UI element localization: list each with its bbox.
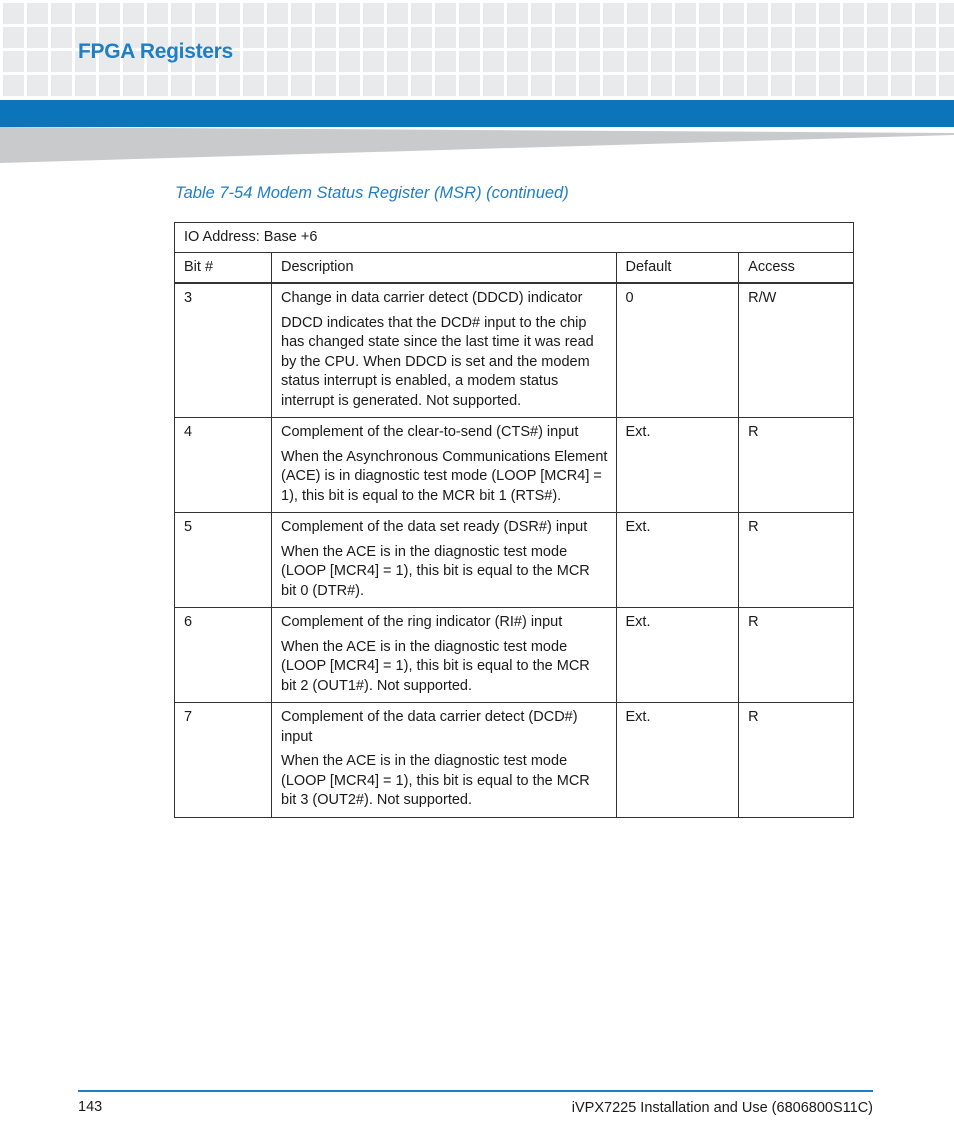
access-cell: R: [739, 513, 854, 608]
bit-cell: 5: [175, 513, 272, 608]
table-caption: Table 7-54 Modem Status Register (MSR) (continued): [175, 184, 569, 202]
description-cell: [272, 608, 617, 703]
document-reference: iVPX7225 Installation and Use (6806800S11C): [571, 1100, 873, 1116]
description-cell: [272, 283, 617, 418]
access-cell: R: [739, 703, 854, 818]
access-cell: R/W: [739, 283, 854, 418]
default-cell: Ext.: [616, 418, 739, 513]
access-cell: R: [739, 608, 854, 703]
table-row: [175, 418, 854, 513]
description-body: DDCD indicates that the DCD# input to the chip has changed state since the last time it was read by the CPU. When DDCD is set and the modem status interrupt is enabled, a modem status interrupt is generated. Not supported.: [281, 314, 594, 409]
description-cell: [272, 418, 617, 513]
access-cell: R: [739, 418, 854, 513]
table-row: [175, 283, 854, 418]
header-blue-band: [0, 100, 954, 127]
io-address-cell: IO Address: Base +6: [175, 223, 854, 253]
bit-cell: 6: [175, 608, 272, 703]
description-title: Complement of the clear-to-send (CTS#) input: [281, 424, 579, 440]
register-table: [174, 222, 854, 818]
table-row: [175, 703, 854, 818]
description-body: When the Asynchronous Communications Element (ACE) is in diagnostic test mode (LOOP [MCR4] = 1), this bit is equal to the MCR bit 1 (RTS#).: [281, 448, 608, 504]
table-row: [175, 513, 854, 608]
description-cell: [272, 513, 617, 608]
default-cell: Ext.: [616, 513, 739, 608]
description-cell: [272, 703, 617, 818]
description-title: Complement of the data carrier detect (DCD#) input: [281, 709, 578, 745]
description-title: Change in data carrier detect (DDCD) indicator: [281, 290, 583, 306]
column-header-default: Default: [616, 252, 739, 283]
description-body: When the ACE is in the diagnostic test mode (LOOP [MCR4] = 1), this bit is equal to the MCR bit 2 (OUT1#). Not supported.: [281, 638, 590, 694]
description-body: When the ACE is in the diagnostic test mode (LOOP [MCR4] = 1), this bit is equal to the MCR bit 3 (OUT2#). Not supported.: [281, 753, 590, 808]
column-header-description: Description: [272, 252, 617, 283]
io-address-row: [175, 223, 854, 253]
default-cell: Ext.: [616, 608, 739, 703]
bit-cell: 3: [175, 283, 272, 418]
description-title: Complement of the ring indicator (RI#) input: [281, 614, 563, 630]
header-grey-swoosh: [0, 127, 954, 163]
description-title: Complement of the data set ready (DSR#) input: [281, 519, 588, 535]
default-cell: 0: [616, 283, 739, 418]
default-cell: Ext.: [616, 703, 739, 818]
column-header-bit: Bit #: [175, 252, 272, 283]
bit-cell: 7: [175, 703, 272, 818]
description-body: When the ACE is in the diagnostic test mode (LOOP [MCR4] = 1), this bit is equal to the MCR bit 0 (DTR#).: [281, 543, 590, 599]
table-row: [175, 608, 854, 703]
section-title: FPGA Registers: [78, 40, 233, 63]
column-header-access: Access: [739, 252, 854, 283]
page-number: 143: [78, 1099, 103, 1115]
bit-cell: 4: [175, 418, 272, 513]
column-header-row: [175, 252, 854, 283]
footer-rule: [78, 1090, 873, 1092]
